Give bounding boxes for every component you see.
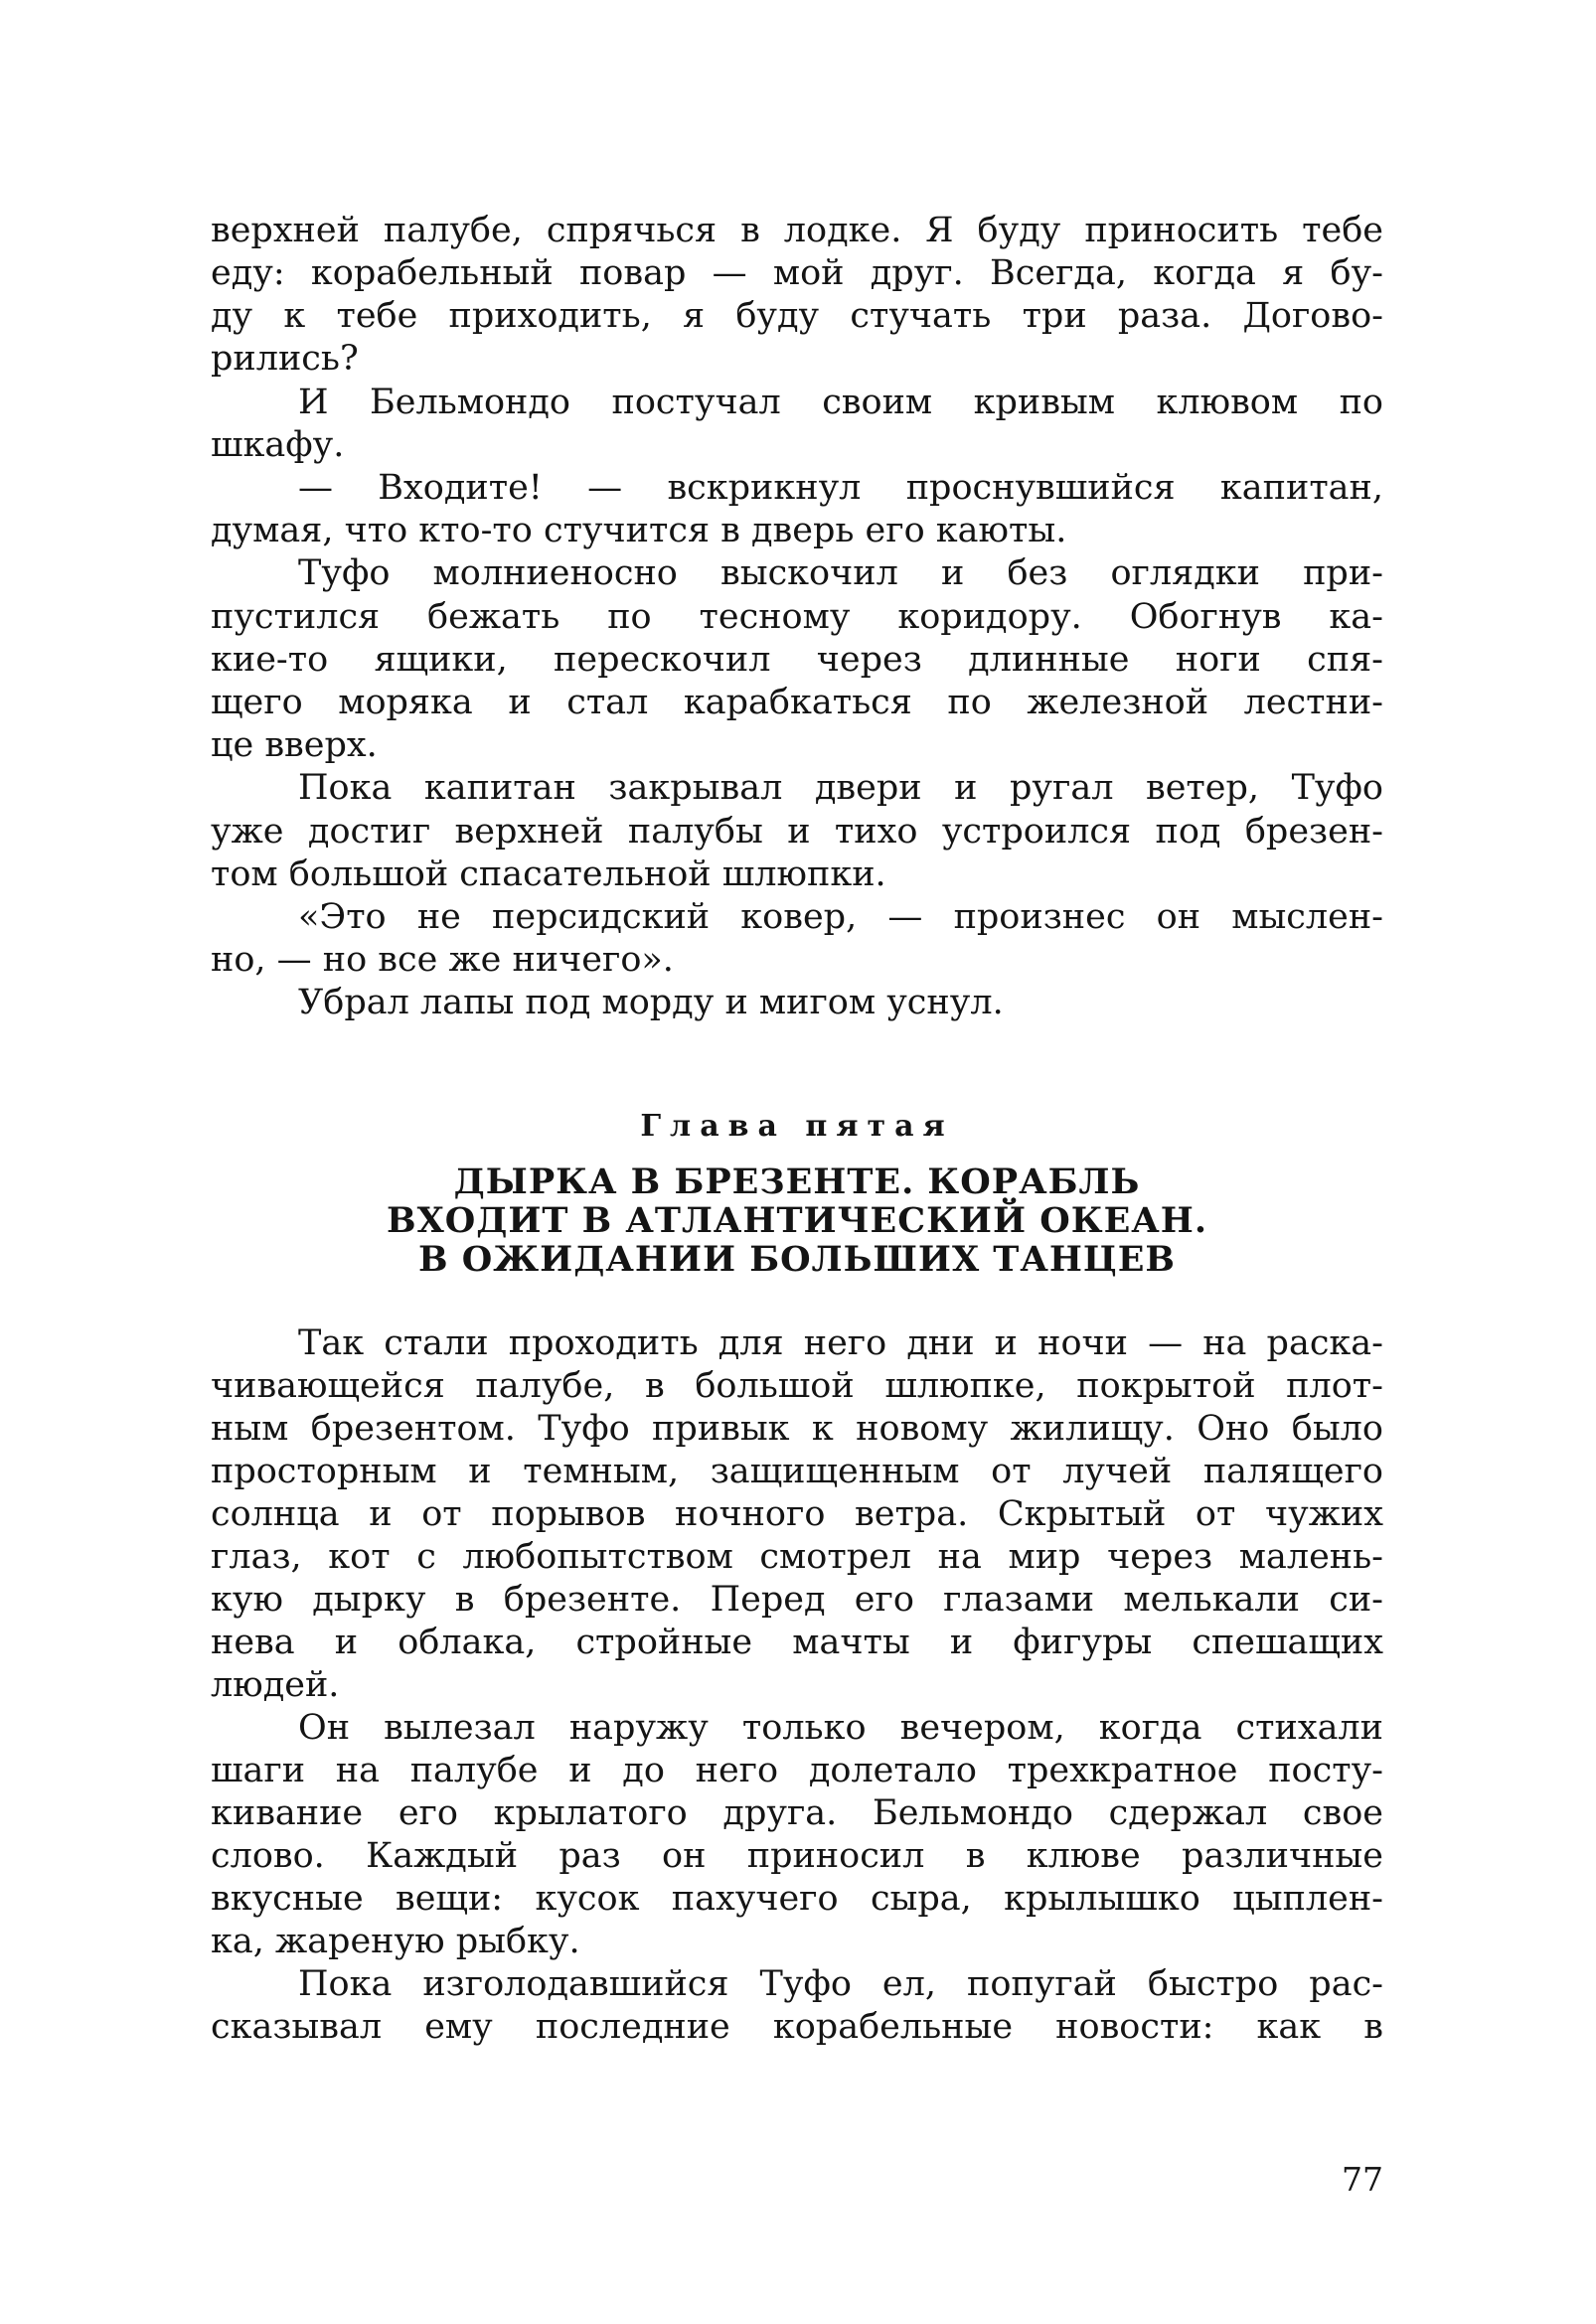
text-line: нева и облака, стройные мачты и фигуры спешащих (211, 1623, 1383, 1662)
text-line: людей. (211, 1665, 340, 1705)
text-line: кие-то ящики, перескочил через длинные ноги спя- (211, 640, 1383, 680)
text-line: думая, что кто-то стучится в дверь его каюты. (211, 511, 1067, 550)
text-line: еду: корабельный повар — мой друг. Всегда, когда я бу- (211, 253, 1383, 293)
text-line: но, — но все же ничего». (211, 940, 674, 980)
text-line: И Бельмондо постучал своим кривым клювом по (298, 383, 1383, 422)
text-line: щего моряка и стал карабкаться по железной лестни- (211, 683, 1383, 722)
text-line: ным брезентом. Туфо привык к новому жилищу. Оно было (211, 1409, 1383, 1449)
page-number: 77 (1342, 2160, 1383, 2199)
chapter-title-line: ВХОДИТ В АТЛАНТИЧЕСКИЙ ОКЕАН. (386, 1200, 1208, 1241)
text-line: вкусные вещи: кусок пахучего сыра, крылышко цыплен- (211, 1879, 1383, 1919)
text-line: Убрал лапы под морду и мигом уснул. (298, 983, 1004, 1022)
text-line: ка, жареную рыбку. (211, 1922, 580, 1961)
text-line: ду к тебе приходить, я буду стучать три раза. Догово- (211, 296, 1383, 336)
text-line: чивающейся палубе, в большой шлюпке, покрытой плот- (211, 1366, 1383, 1406)
text-line: шаги на палубе и до него долетало трехкратное посту- (211, 1751, 1383, 1790)
chapter-label: Глава пятая (640, 1109, 954, 1144)
chapter-title-line: ДЫРКА В БРЕЗЕНТЕ. КОРАБЛЬ (453, 1162, 1141, 1202)
chapter-title-line: В ОЖИДАНИИ БОЛЬШИХ ТАНЦЕВ (418, 1239, 1176, 1280)
text-line: солнца и от порывов ночного ветра. Скрытый от чужих (211, 1494, 1383, 1534)
text-line: Пока изголодавшийся Туфо ел, попугай быстро рас- (298, 1964, 1383, 2004)
text-line: рились? (211, 339, 359, 379)
text-line: уже достиг верхней палубы и тихо устроился под брезен- (211, 812, 1383, 852)
text-line: кую дырку в брезенте. Перед его глазами мелькали си- (211, 1580, 1383, 1620)
text-line: кивание его крылатого друга. Бельмондо сдержал свое (211, 1793, 1383, 1833)
text-line: глаз, кот с любопытством смотрел на мир через малень- (211, 1537, 1383, 1577)
text-line: шкафу. (211, 425, 345, 465)
text-line: «Это не персидский ковер, — произнес он мыслен- (298, 897, 1383, 937)
text-line: просторным и темным, защищенным от лучей палящего (211, 1452, 1383, 1491)
text-line: слово. Каждый раз он приносил в клюве различные (211, 1836, 1383, 1876)
text-line: — Входите! — вскрикнул проснувшийся капитан, (298, 468, 1383, 508)
text-line: Туфо молниеносно выскочил и без оглядки при- (298, 553, 1383, 593)
text-line: Пока капитан закрывал двери и ругал ветер, Туфо (298, 768, 1383, 808)
text-line: це вверх. (211, 725, 378, 765)
text-line: Он вылезал наружу только вечером, когда стихали (298, 1708, 1383, 1748)
text-line: том большой спасательной шлюпки. (211, 854, 886, 894)
text-line: сказывал ему последние корабельные новости: как в (211, 2007, 1383, 2047)
text-line: Так стали проходить для него дни и ночи — на раска- (298, 1323, 1383, 1363)
text-line: верхней палубе, спрячься в лодке. Я буду приносить тебе (211, 211, 1383, 250)
text-line: пустился бежать по тесному коридору. Обогнув ка- (211, 597, 1383, 637)
